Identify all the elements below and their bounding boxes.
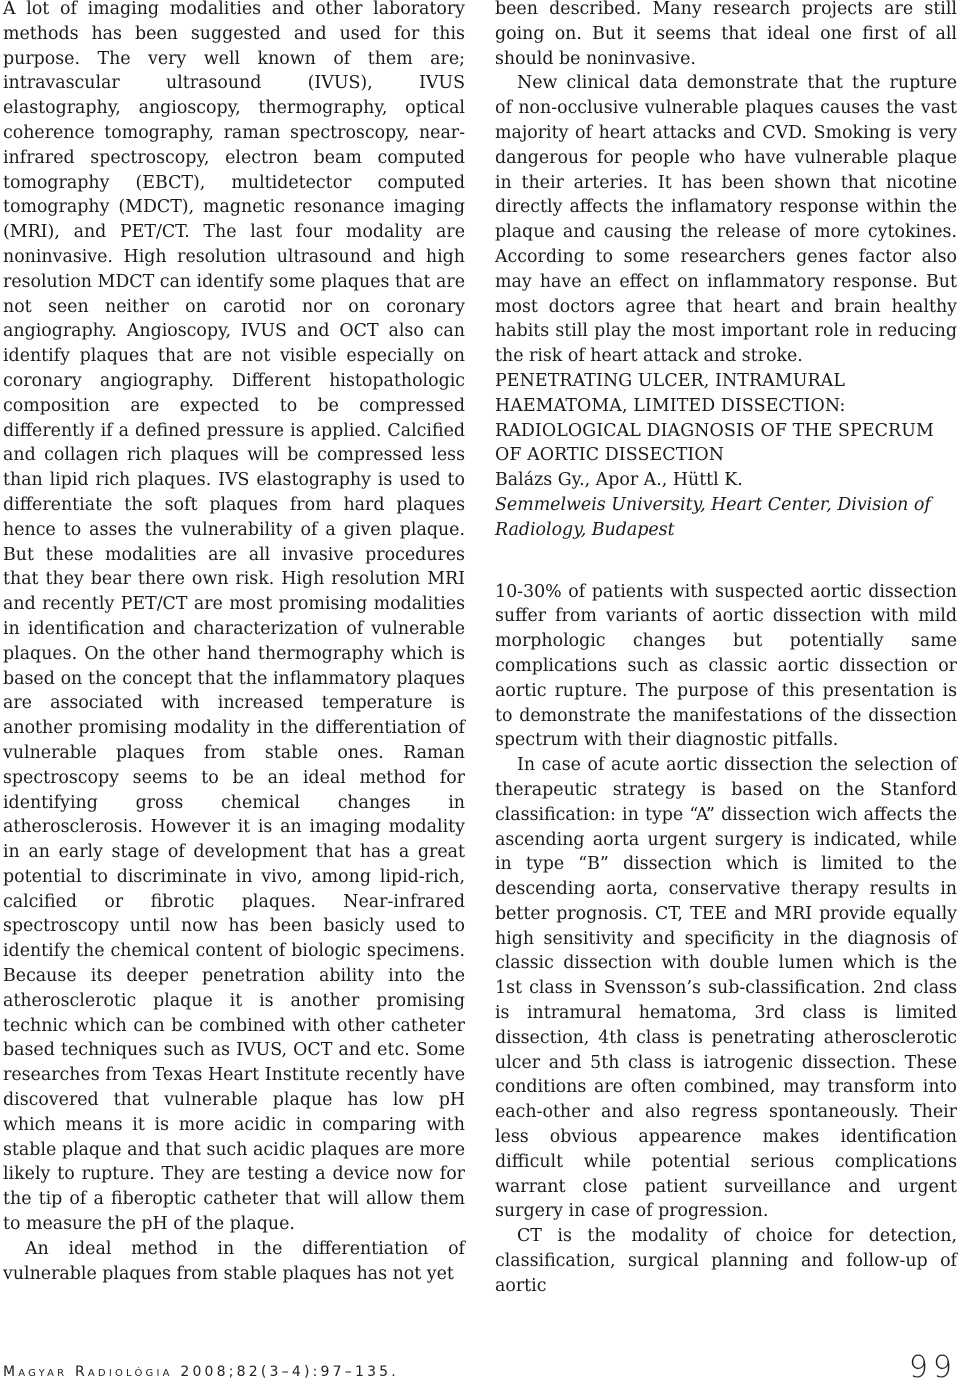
continuation-paragraph: been described. Many research projects are still going on. But it seems that ideal one first of all should be noninvasive. — [495, 0, 957, 69]
page-footer — [3, 1350, 957, 1390]
article-authors: Balázs Gy., Apor A., Hüttl K. — [495, 470, 743, 491]
section-spacer — [495, 543, 957, 580]
body-paragraph: An ideal method in the differentiation of vulnerable plaques from stable plaques has not yet — [3, 1238, 465, 1284]
abstract-paragraph: CT is the modality of choice for detection, classification, surgical planning and follow-up of aortic — [495, 1226, 957, 1296]
abstract-paragraph: 10-30% of patients with suspected aortic dissection suffer from variants of aortic dissection with mild morphologic changes but potentially same complications such as classic aortic dissection or aortic rupture. The purpose of this presentation is to demonstrate the manifestations of the dissection spectrum with their diagnostic pitfalls. — [495, 581, 957, 751]
body-paragraph: New clinical data demonstrate that the rupture of non-occlusive vulnerable plaques causes the vast majority of heart attacks and CVD. Smoking is very dangerous for people who have vulnerable plaque in their arteries. It has been shown that nicotine directly affects the inflamatory response within the plaque and causing the release of more cytokines. According to some researchers genes factor also may have an effect on inflammatory response. But most doctors agree that heart and brain healthy habits still play the most important role in reducing the risk of heart attack and stroke. — [495, 73, 957, 367]
abstract-paragraph: In case of acute aortic dissection the selection of therapeutic strategy is based on the Stanford classification: in type “A” dissection wich affects the ascending aorta urgent surgery is indicated, while in type “B” dissection which is limited to the descending aorta, conservative therapy results in better prognosis. CT, TEE and MRI provide equally high sensitivity and specificity in the diagnosis of classic dissection with double lumen which is the 1st class in Svensson’s sub-classification. 2nd class is intramural hematoma, 3rd class is limited dissection, 4th class is penetrating atherosclerotic ulcer and 5th class is iatrogenic dissection. These conditions are often combined, may transform into each-other and also regress spontaneously. Their less obvious appearence makes identification difficult while potential serious complications warrant close patient surveillance and urgent surgery in case of progression. — [495, 755, 957, 1222]
right-column — [495, 0, 957, 1299]
article-title: PENETRATING ULCER, INTRAMURAL HAEMATOMA, LIMITED DISSECTION: RADIOLOGICAL DIAGNOSIS OF THE SPECRUM OF AORTIC DISSECTION — [495, 370, 934, 466]
left-column — [3, 0, 465, 1286]
body-paragraph: A lot of imaging modalities and other laboratory methods has been suggested and used for this purpose. The very well known of them are; intravascular ultrasound (IVUS), IVUS elastography, angioscopy, thermography, optical coherence tomography, raman spectroscopy, near-infrared spectroscopy, electron beam computed tomography (EBCT), multidetector computed tomography (MDCT), magnetic resonance imaging (MRI), and PET/CT. The last four modality are noninvasive. High resolution ultrasound and high resolution MDCT can identify some plaques that are not seen neither on carotid nor on coronary angiography. Angioscopy, IVUS and OCT also can identify plaques that are not visible especially on coronary angiography. Different histopathologic composition are expected to be compressed differently if a defined pressure is applied. Calcified and collagen rich plaques will be compressed less than lipid rich plaques. IVS elastography is used to differentiate the soft plaques from hard plaques hence to asses the vulnerability of a given plaque. But these modalities are all invasive procedures that they bear there own risk. High resolution MRI and recently PET/CT are most promising modalities in identification and characterization of vulnerable plaques. On the other hand thermography which is based on the concept that the inflammatory plaques are associated with increased temperature is another promising modality in the differentiation of vulnerable plaques from stable ones. Raman spectroscopy seems to be an ideal method for identifying gross chemical changes in atherosclerosis. However it is an imaging modality in an early stage of development that has a great potential to discriminate in vivo, among lipid-rich, calcified or fibrotic plaques. Near-infrared spectroscopy until now has been basicly used to identify the chemical content of biologic specimens. Because its deeper penetration ability into the atherosclerotic plaque it is another promising technic which can be combined with other catheter based techniques such as IVUS, OCT and etc. Some researches from Texas Heart Institute recently have discovered that vulnerable plaque has low pH which means it is more acidic in comparing with stable plaque and that such acidic plaques are more likely to rupture. They are testing a device now for the tip of a fiberoptic catheter that will allow them to measure the pH of the plaque. — [3, 0, 465, 1235]
journal-reference: Magyar Radiológia 2008;82(3–4):97–135. — [3, 1364, 399, 1380]
page-number: 99 — [908, 1350, 957, 1385]
article-affiliation: Semmelweis University, Heart Center, Division of Radiology, Budapest — [495, 494, 931, 540]
